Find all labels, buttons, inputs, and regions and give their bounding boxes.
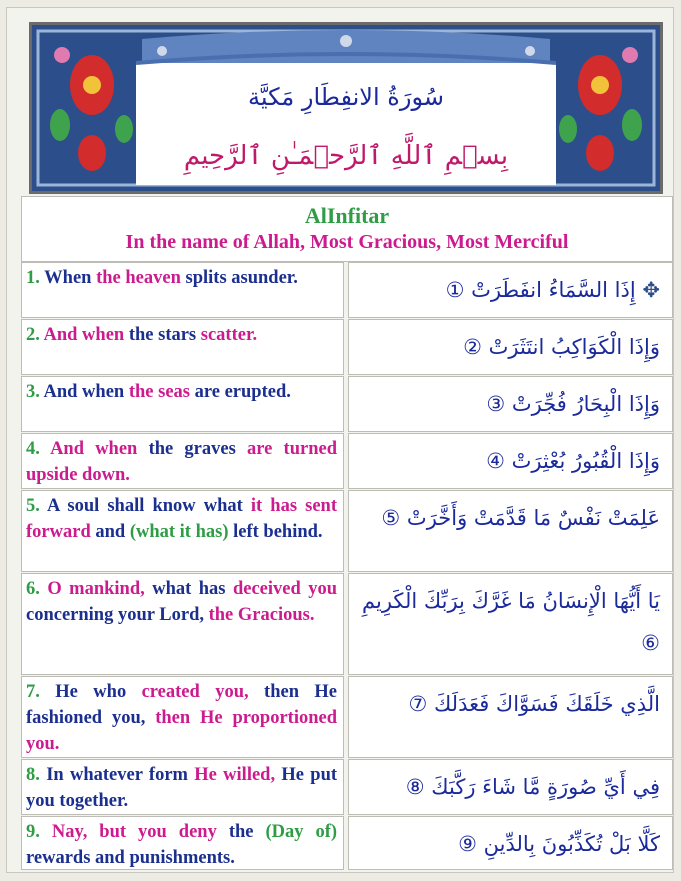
verse-row <box>21 816 673 870</box>
translation-segment: the Gracious. <box>208 605 315 625</box>
translation-segment: Nay, but <box>51 822 127 842</box>
translation-segment: scatter. <box>200 325 258 345</box>
verse-number: 2. <box>26 325 40 345</box>
verse-number: 6. <box>26 579 40 599</box>
bismillah-translation: In the name of Allah, Most Gracious, Most Merciful <box>125 231 569 253</box>
translation-segment: He who <box>55 682 127 702</box>
translation-segment: are erupted. <box>194 382 291 402</box>
rosette-icon: ✥ <box>642 278 660 302</box>
bismillah-arabic: بِسۡمِ ٱللَّهِ ٱلرَّحۡمَـٰنِ ٱلرَّحِيمِ <box>183 141 509 171</box>
translation-segment: then He proportioned you. <box>26 708 337 754</box>
translation-segment: are turned upside down. <box>26 439 337 485</box>
title-box <box>21 196 673 262</box>
verse-row <box>21 319 673 375</box>
translation-segment: the heaven <box>96 268 181 288</box>
verse-arabic <box>348 676 673 758</box>
surah-name-arabic: سُورَةُ الانفِطَارِ مَكيَّة <box>248 83 444 111</box>
arabic-text: الَّذِي خَلَقَكَ فَسَوَّاكَ فَعَدَلَكَ ⑦ <box>408 692 660 716</box>
verse-number: 3. <box>26 382 40 402</box>
verse-translation <box>21 433 344 489</box>
translation-segment: A soul shall know what <box>46 496 243 516</box>
translation-segment: He put you together. <box>26 765 338 811</box>
translation-segment: you deny <box>138 822 217 842</box>
verse-row <box>21 573 673 675</box>
verse-row <box>21 262 673 318</box>
verse-row <box>21 490 673 572</box>
verse-number: 8. <box>26 765 40 785</box>
verse-arabic <box>348 262 673 318</box>
verse-row <box>21 433 673 489</box>
translation-segment: the graves <box>148 439 236 459</box>
verse-arabic <box>348 816 673 870</box>
arabic-text: وَإِذَا الْبِحَارُ فُجِّرَتْ ③ <box>486 392 660 416</box>
arabic-text: يَا أَيُّهَا الْإِنسَانُ مَا غَرَّكَ بِرَبِّكَ الْكَرِيمِ ⑥ <box>362 589 660 655</box>
translation-segment: And when <box>43 325 125 345</box>
translation-segment: the stars <box>128 325 197 345</box>
verse-arabic <box>348 319 673 375</box>
translation-segment: In <box>46 765 64 785</box>
verse-arabic <box>348 490 673 572</box>
translation-segment: splits asunder. <box>185 268 298 288</box>
verse-translation <box>21 816 344 870</box>
verse-arabic <box>348 376 673 432</box>
verse-translation <box>21 376 344 432</box>
arabic-text: وَإِذَا الْكَوَاكِبُ انتَثَرَتْ ② <box>463 335 660 359</box>
translation-segment: created you, <box>141 682 249 702</box>
arabic-text: وَإِذَا الْقُبُورُ بُعْثِرَتْ ④ <box>486 449 660 473</box>
surah-title: AlInfitar <box>304 203 390 228</box>
translation-segment: then He fashioned <box>26 682 337 728</box>
verse-row <box>21 376 673 432</box>
translation-segment: whatever <box>70 765 143 785</box>
verse-translation <box>21 759 344 815</box>
arabic-text: إِذَا السَّمَاءُ انفَطَرَتْ ① <box>445 278 636 302</box>
arabic-text: فِي أَيِّ صُورَةٍ مَّا شَاءَ رَكَّبَكَ ⑧ <box>405 775 660 799</box>
translation-segment: the <box>228 822 254 842</box>
verse-row <box>21 676 673 758</box>
translation-segment: And when <box>50 439 138 459</box>
translation-segment: concerning your Lord, <box>26 605 204 625</box>
translation-segment: (what it has) <box>129 522 229 542</box>
verse-arabic <box>348 433 673 489</box>
translation-segment: you, <box>111 708 146 728</box>
translation-segment: what has <box>152 579 226 599</box>
translation-segment: And when <box>43 382 125 402</box>
arabic-text: كَلَّا بَلْ تُكَذِّبُونَ بِالدِّينِ ⑨ <box>458 832 660 856</box>
page <box>6 7 674 873</box>
translation-segment: it has sent forward <box>26 496 337 542</box>
verse-number: 1. <box>26 268 40 288</box>
verse-translation <box>21 676 344 758</box>
translation-segment: you <box>308 579 337 599</box>
translation-segment: the seas <box>128 382 190 402</box>
verse-number: 5. <box>26 496 40 516</box>
translation-segment: left behind. <box>233 522 323 542</box>
verse-number: 9. <box>26 822 40 842</box>
translation-segment: When <box>44 268 92 288</box>
verse-number: 7. <box>26 682 40 702</box>
verse-arabic <box>348 759 673 815</box>
verse-number: 4. <box>26 439 40 459</box>
verse-translation <box>21 490 344 572</box>
verse-arabic <box>348 573 673 675</box>
surah-banner <box>29 22 663 194</box>
translation-segment: rewards and punishments. <box>26 848 235 868</box>
verse-translation <box>21 319 344 375</box>
translation-segment: O mankind, <box>47 579 145 599</box>
verse-translation <box>21 262 344 318</box>
arabic-text: عَلِمَتْ نَفْسٌ مَا قَدَّمَتْ وَأَخَّرَتْ ⑤ <box>381 506 660 530</box>
verse-translation <box>21 573 344 675</box>
translation-segment: and <box>95 522 126 542</box>
translation-segment: (Day of) <box>265 822 338 842</box>
translation-segment: form <box>148 765 188 785</box>
translation-segment: He willed, <box>194 765 276 785</box>
translation-segment: deceived <box>232 579 301 599</box>
verse-row <box>21 759 673 815</box>
